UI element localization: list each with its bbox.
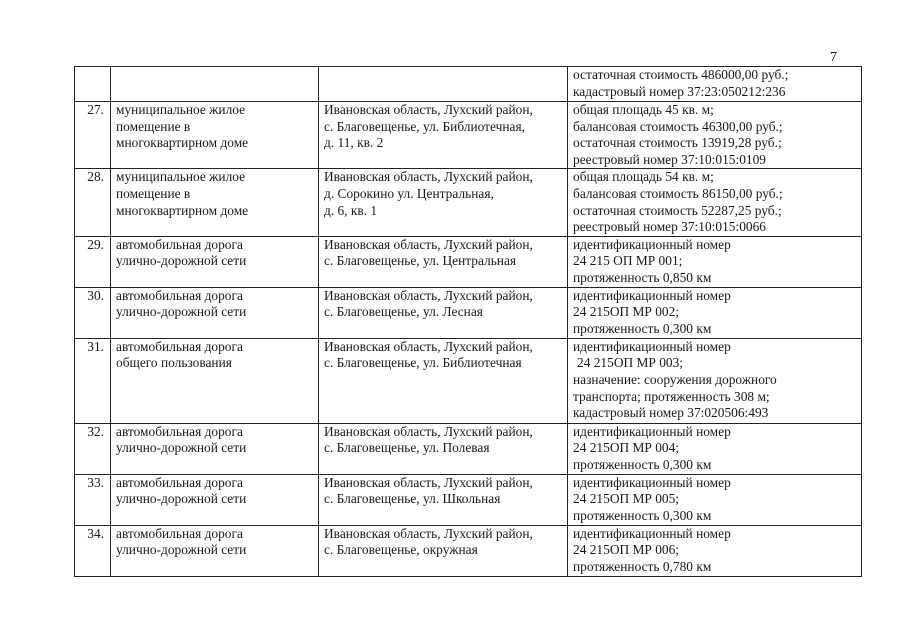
row-number-cell: 33. xyxy=(75,474,111,525)
name-line: муниципальное жилое xyxy=(116,102,246,117)
details-cell xyxy=(568,525,862,576)
name-line: улично-дорожной сети xyxy=(116,542,247,558)
details-line: протяженность 0,300 км xyxy=(573,320,712,336)
name-line: улично-дорожной сети xyxy=(116,253,247,269)
address-line: Ивановская область, Лухский район, xyxy=(324,525,533,541)
name-line: автомобильная дорога xyxy=(116,525,243,541)
object-name-cell xyxy=(111,287,319,338)
address-line: с. Благовещенье, ул. Лесная xyxy=(324,304,483,320)
address-line: д. 6, кв. 1 xyxy=(324,202,378,218)
address-line: Ивановская область, Лухский район, xyxy=(324,287,533,303)
address-line: с. Благовещенье, окружная xyxy=(324,542,478,558)
row-number-cell: 32. xyxy=(75,423,111,474)
object-name-cell xyxy=(111,423,319,474)
details-line: остаточная стоимость 486000,00 руб.; xyxy=(573,67,789,82)
name-line: многоквартирном доме xyxy=(116,135,249,151)
details-line: 24 215ОП МР 002; xyxy=(573,304,680,320)
address-cell xyxy=(319,525,568,576)
details-line: протяженность 0,300 км xyxy=(573,456,712,472)
details-line: идентификационный номер xyxy=(573,338,731,354)
details-cell xyxy=(568,287,862,338)
details-line: идентификационный номер xyxy=(573,525,731,541)
details-line: реестровый номер 37:10:015:0066 xyxy=(573,219,766,235)
address-line: д. Сорокино ул. Центральная, xyxy=(324,185,494,201)
details-line: идентификационный номер xyxy=(573,423,731,439)
address-line: Ивановская область, Лухский район, xyxy=(324,236,533,252)
details-cell xyxy=(568,474,862,525)
name-line: автомобильная дорога xyxy=(116,474,243,490)
address-line: с. Благовещенье, ул. Полевая xyxy=(324,440,490,456)
address-cell xyxy=(319,338,568,423)
row-number-cell xyxy=(75,67,111,102)
address-line: с. Благовещенье, ул. Библиотечная xyxy=(324,355,522,371)
details-line: балансовая стоимость 46300,00 руб.; xyxy=(573,118,783,134)
details-line: транспорта; протяженность 308 м; xyxy=(573,388,770,404)
object-name-cell xyxy=(111,338,319,423)
object-name-cell xyxy=(111,474,319,525)
object-name-cell xyxy=(111,102,319,169)
row-number-cell: 31. xyxy=(75,338,111,423)
page-number: 7 xyxy=(830,50,837,65)
details-line: остаточная стоимость 13919,28 руб.; xyxy=(573,135,782,151)
address-line: Ивановская область, Лухский район, xyxy=(324,102,533,117)
table-row xyxy=(75,169,862,236)
row-number-cell: 29. xyxy=(75,236,111,287)
name-line: общего пользования xyxy=(116,355,232,371)
table-row xyxy=(75,287,862,338)
name-line: автомобильная дорога xyxy=(116,423,243,439)
address-line: с. Благовещенье, ул. Центральная xyxy=(324,253,517,269)
details-cell xyxy=(568,236,862,287)
details-line: общая площадь 54 кв. м; xyxy=(573,169,714,185)
details-line: идентификационный номер xyxy=(573,287,731,303)
name-line: автомобильная дорога xyxy=(116,236,243,252)
address-cell xyxy=(319,474,568,525)
object-name-cell xyxy=(111,236,319,287)
row-number-cell: 27. xyxy=(75,102,111,169)
address-cell xyxy=(319,67,568,102)
details-line: назначение: сооружения дорожного xyxy=(573,371,777,387)
property-register-table xyxy=(74,66,862,577)
address-line: Ивановская область, Лухский район, xyxy=(324,474,533,490)
name-line: многоквартирном доме xyxy=(116,202,249,218)
details-line: остаточная стоимость 52287,25 руб.; xyxy=(573,202,782,218)
details-line: кадастровый номер 37:020506:493 xyxy=(573,405,769,421)
address-line: д. 11, кв. 2 xyxy=(324,135,384,151)
object-name-cell xyxy=(111,169,319,236)
name-line: автомобильная дорога xyxy=(116,338,243,354)
address-cell xyxy=(319,102,568,169)
name-line: муниципальное жилое xyxy=(116,169,246,185)
address-cell xyxy=(319,169,568,236)
table-row xyxy=(75,423,862,474)
details-line: 24 215ОП МР 006; xyxy=(573,542,680,558)
details-line: протяженность 0,850 км xyxy=(573,269,712,285)
table-row xyxy=(75,525,862,576)
row-number-cell: 28. xyxy=(75,169,111,236)
table-row xyxy=(75,102,862,169)
details-line: общая площадь 45 кв. м; xyxy=(573,102,714,117)
details-line: реестровый номер 37:10:015:0109 xyxy=(573,151,766,167)
address-cell xyxy=(319,423,568,474)
table-row xyxy=(75,474,862,525)
details-line: идентификационный номер xyxy=(573,474,731,490)
details-cell xyxy=(568,102,862,169)
address-line: Ивановская область, Лухский район, xyxy=(324,423,533,439)
name-line: улично-дорожной сети xyxy=(116,491,247,507)
details-cell xyxy=(568,67,862,102)
address-cell xyxy=(319,287,568,338)
row-number-cell: 34. xyxy=(75,525,111,576)
details-cell xyxy=(568,169,862,236)
table-row xyxy=(75,67,862,102)
name-line: улично-дорожной сети xyxy=(116,440,247,456)
table-row xyxy=(75,236,862,287)
details-line: идентификационный номер xyxy=(573,236,731,252)
name-line: улично-дорожной сети xyxy=(116,304,247,320)
name-line: помещение в xyxy=(116,185,191,201)
table-row xyxy=(75,338,862,423)
details-line: протяженность 0,300 км xyxy=(573,507,712,523)
name-line: помещение в xyxy=(116,118,191,134)
details-line: 24 215 ОП МР 001; xyxy=(573,253,683,269)
row-number-cell: 30. xyxy=(75,287,111,338)
details-cell xyxy=(568,338,862,423)
details-cell xyxy=(568,423,862,474)
details-line: 24 215ОП МР 003; xyxy=(577,355,684,371)
address-line: Ивановская область, Лухский район, xyxy=(324,338,533,354)
address-line: с. Благовещенье, ул. Школьная xyxy=(324,491,501,507)
details-line: 24 215ОП МР 004; xyxy=(573,440,680,456)
details-line: кадастровый номер 37:23:050212:236 xyxy=(573,83,786,99)
name-line: автомобильная дорога xyxy=(116,287,243,303)
object-name-cell xyxy=(111,67,319,102)
address-line: Ивановская область, Лухский район, xyxy=(324,169,533,185)
object-name-cell xyxy=(111,525,319,576)
details-line: 24 215ОП МР 005; xyxy=(573,491,680,507)
details-line: протяженность 0,780 км xyxy=(573,558,712,574)
address-line: с. Благовещенье, ул. Библиотечная, xyxy=(324,118,525,134)
address-cell xyxy=(319,236,568,287)
details-line: балансовая стоимость 86150,00 руб.; xyxy=(573,185,783,201)
